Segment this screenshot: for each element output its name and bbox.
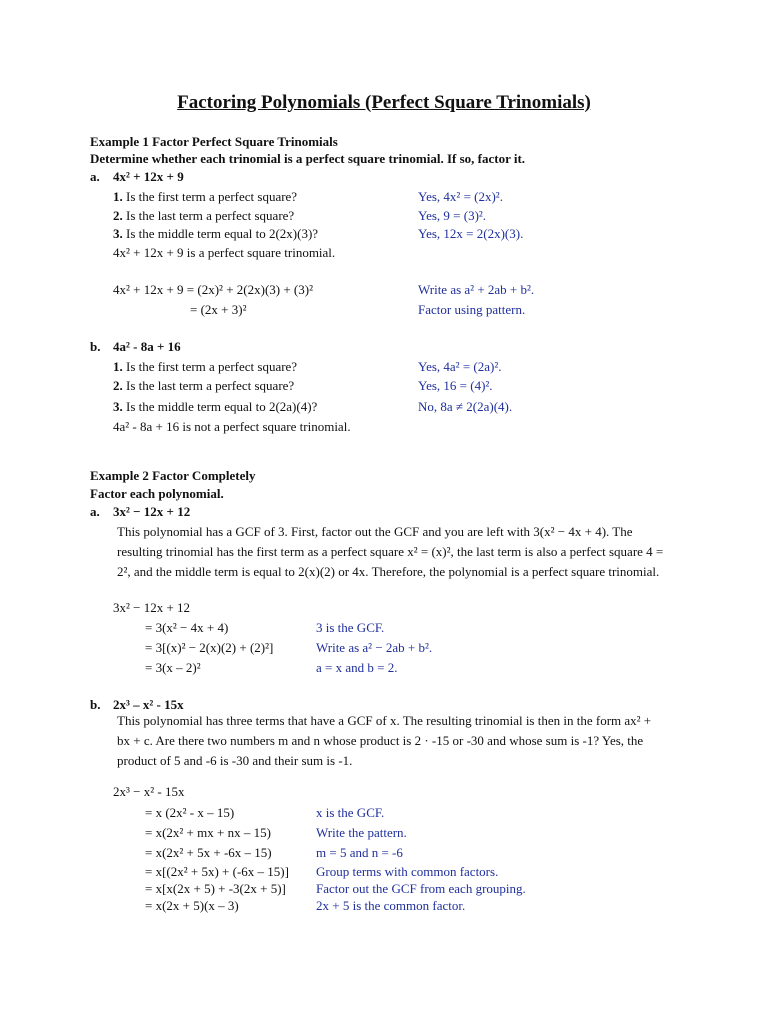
step-number: 3. [113, 399, 123, 414]
step-question: Is the middle term equal to 2(2x)(3)? [126, 226, 319, 241]
example2a-work-line: = 3(x² − 4x + 4) [145, 620, 229, 635]
example1b-step3-answer: No, 8a ≠ 2(2a)(4). [418, 399, 513, 414]
step-question: Is the last term a perfect square? [126, 208, 295, 223]
example2b-problem: 2x³ – x² - 15x [113, 697, 184, 712]
example1-instruction: Determine whether each trinomial is a perfect square trinomial. If so, factor it. [90, 151, 526, 166]
example1b-problem: 4a² - 8a + 16 [113, 339, 181, 354]
step-number: 1. [113, 189, 123, 204]
example1a-note1: Write as a² + 2ab + b². [418, 282, 535, 297]
example2a-label: a. [90, 504, 100, 519]
example2b-label: b. [90, 697, 101, 712]
example2a-explanation: This polynomial has a GCF of 3. First, factor out the GCF and you are left with 3(x² − 4x + 4). The resulting trinomial has the first term as a perfect square x² = (x)², the last term is also a perfect square 4 = 2², and the middle term is equal to 2(x)(2) or 4x. Therefore, the polynomial is a perfect square trinomial. [117, 524, 664, 579]
example2-instruction: Factor each polynomial. [90, 486, 224, 501]
example2a-work-line: = 3[(x)² − 2(x)(2) + (2)²] [145, 640, 274, 655]
example1b-step2 [113, 378, 294, 394]
example1b-label: b. [90, 339, 101, 354]
example2a-work-note: 3 is the GCF. [316, 620, 385, 635]
example2b-work-note: x is the GCF. [316, 805, 385, 820]
example1b-conclusion: 4a² - 8a + 16 is not a perfect square trinomial. [113, 419, 351, 434]
example2b-work-note: m = 5 and n = -6 [316, 845, 403, 860]
example2-heading: Example 2 Factor Completely [90, 468, 256, 483]
example1a-step3-answer: Yes, 12x = 2(2x)(3). [418, 226, 524, 241]
example1-heading: Example 1 Factor Perfect Square Trinomials [90, 134, 338, 149]
example1a-conclusion: 4x² + 12x + 9 is a perfect square trinomial. [113, 245, 336, 260]
step-number: 1. [113, 359, 123, 374]
example2a-work-note: Write as a² − 2ab + b². [316, 640, 433, 655]
example1b-step1-answer: Yes, 4a² = (2a)². [418, 359, 502, 374]
example2b-work-line: = x[x(2x + 5) + -3(2x + 5)] [145, 881, 286, 896]
example2b-work-line: = x(2x + 5)(x – 3) [145, 898, 239, 913]
step-question: Is the first term a perfect square? [126, 189, 298, 204]
example2a-work-line: 3x² − 12x + 12 [113, 600, 191, 615]
step-question: Is the last term a perfect square? [126, 378, 295, 393]
example2b-work-note: 2x + 5 is the common factor. [316, 898, 466, 913]
example1a-step1-answer: Yes, 4x² = (2x)². [418, 189, 503, 204]
example1a-problem: 4x² + 12x + 9 [113, 169, 184, 184]
example1b-step1 [113, 359, 297, 375]
example2b-work-line: = x (2x² - x – 15) [145, 805, 235, 820]
example2b-work-line: = x[(2x² + 5x) + (-6x – 15)] [145, 864, 289, 879]
example1a-work1: 4x² + 12x + 9 = (2x)² + 2(2x)(3) + (3)² [113, 282, 313, 297]
example2b-explanation: This polynomial has three terms that have a GCF of x. The resulting trinomial is then in the form ax² + bx + c. Are there two numbers m and n whose product is 2 · -15 or -30 and whose sum is -1? Yes, the product of 5 and -6 is -30 and their sum is -1. [117, 713, 652, 768]
step-number: 2. [113, 378, 123, 393]
page-title: Factoring Polynomials (Perfect Square Trinomials) [177, 92, 591, 113]
example2a-work-note: a = x and b = 2. [316, 660, 398, 675]
step-question: Is the middle term equal to 2(2a)(4)? [126, 399, 318, 414]
example2b-work-note: Write the pattern. [316, 825, 407, 840]
example1a-step2-answer: Yes, 9 = (3)². [418, 208, 487, 223]
example1a-step1 [113, 189, 297, 205]
example2b-work-note: Factor out the GCF from each grouping. [316, 881, 526, 896]
example1b-step2-answer: Yes, 16 = (4)². [418, 378, 493, 393]
step-number: 3. [113, 226, 123, 241]
example1a-label: a. [90, 169, 100, 184]
example2b-work-line: 2x³ − x² - 15x [113, 784, 185, 799]
example1b-step3 [113, 399, 317, 415]
example1a-step3 [113, 226, 318, 242]
example2b-work-note: Group terms with common factors. [316, 864, 499, 879]
step-question: Is the first term a perfect square? [126, 359, 298, 374]
example1a-note2: Factor using pattern. [418, 302, 526, 317]
example1a-work2: = (2x + 3)² [190, 302, 247, 317]
step-number: 2. [113, 208, 123, 223]
example1a-step2 [113, 208, 294, 224]
example2a-work-line: = 3(x – 2)² [145, 660, 201, 675]
example2a-problem: 3x² − 12x + 12 [113, 504, 191, 519]
example2b-work-line: = x(2x² + 5x + -6x – 15) [145, 845, 272, 860]
example2b-work-line: = x(2x² + mx + nx – 15) [145, 825, 271, 840]
